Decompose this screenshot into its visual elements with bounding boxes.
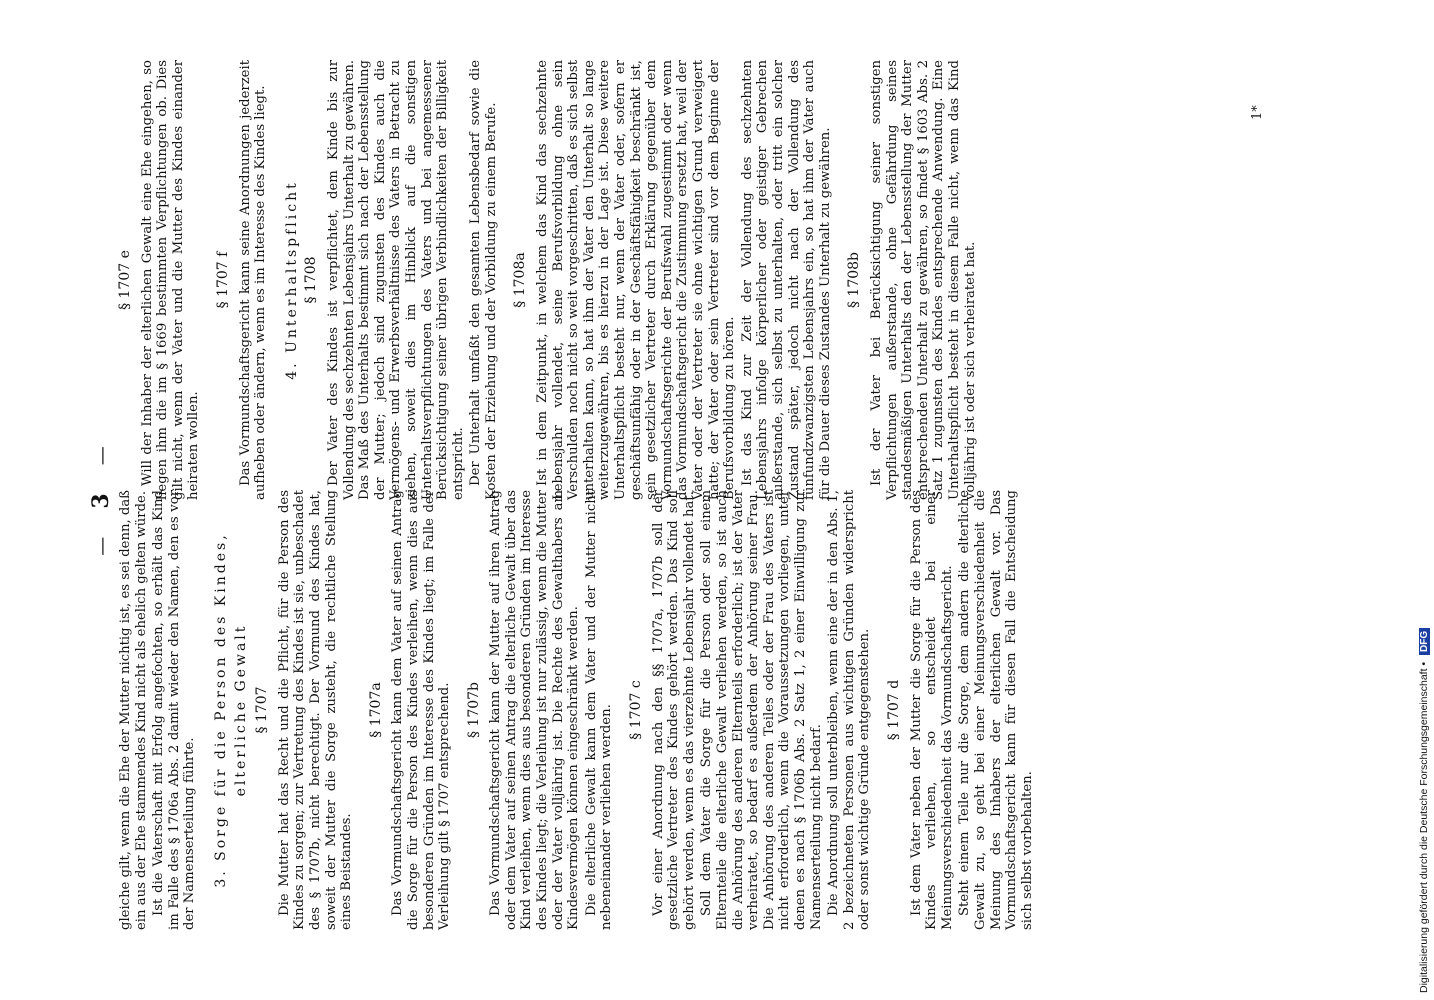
- paragraph-number: § 1707 d: [885, 679, 902, 741]
- dfg-logo: DFG: [1419, 628, 1430, 655]
- paragraph-number: § 1707 e: [117, 250, 133, 310]
- paragraph: Das Vormundschaftsgericht kann dem Vater auf seinen Antrag die Sorge für die Person des Kindes verleihen, wenn dies aus besonderen Gründen im Interesse des Kindes liegt; im Falle der Verleihung gilt § 1707 entsprechend.: [390, 490, 453, 930]
- paragraph: Das Vormundschaftsgericht kann der Mutter auf ihren Antrag oder dem Vater auf seinen Antrag die elterliche Gewalt über das Kind verleihen, wenn dies aus besonderen Gründen im Interesse des Kindes liegt; die Verleihung ist nur zulässig, wenn die Mutter oder der Vater volljährig ist. Die Rechte des Gewalthabers am Kindesvermögen können eingeschränkt werden.: [488, 490, 582, 930]
- paragraph-number: § 1708: [303, 256, 320, 304]
- paragraph: Ist dem Vater neben der Mutter die Sorge für die Person des Kindes verliehen, so entscheidet bei einer Meinungsverschiedenheit das Vormundschaftsgericht.: [908, 490, 955, 930]
- paragraph: Die Mutter hat das Recht und die Pflicht, für die Person des Kindes zu sorgen; zur Vertretung des Kindes ist sie, unbeschadet des § 1707b, nicht berechtigt. Der Vormund des Kindes hat, soweit der Mutter die Sorge zusteht, die rechtliche Stellung eines Beistandes.: [276, 490, 355, 930]
- page-number-line: [88, 0, 114, 1000]
- paragraph: Ist in dem Zeitpunkt, in welchem das Kind das sechzehnte Lebensjahr vollendet, seine Berufsvorbildung ohne sein Verschulden noch nicht so weit vorgeschritten, daß es sich selbst unterhalten kann, so hat ihm der Vater den Unterhalt so lange weiterzugewähren, bis es hierzu in der Lage ist. Diese weitere Unterhaltspflicht besteht nur, wenn der Vater oder, sofern er geschäftsunfähig oder in der Geschäftsfähigkeit beschränkt ist, sein gesetzlicher Vertreter durch Erklärung gegenüber dem Vormundschaftsgerichte der Berufswahl zugestimmt oder wenn das Vormundschaftsgericht die Zustimmung ersetzt hat, weil der Vater oder der Vertreter sie ohne wichtigen Grund verweigert hatte; der Vater oder sein Vertreter sind vor dem Beginne der Berufsvorbildung zu hören.: [535, 60, 738, 500]
- side-note-label: Digitalisierung gefördert durch die Deutsche Forschungsgemeinschaft •: [1418, 661, 1430, 993]
- paragraph: Die Anordnung soll unterbleiben, wenn eine der in den Abs. 1, 2 bezeichneten Personen aus wichtigen Gründen widerspricht oder sonst wichtige Gründe entgegenstehen.: [826, 490, 873, 930]
- section-heading-cont: elterliche Gewalt: [232, 623, 249, 797]
- signature-mark: 1*: [1250, 105, 1265, 120]
- paragraph: gleiche gilt, wenn die Ehe der Mutter nichtig ist, es sei denn, daß ein aus der Ehe stammendes Kind nicht als ehelich gelten würde.: [118, 490, 149, 930]
- paragraph: Will der Inhaber der elterlichen Gewalt eine Ehe eingehen, so liegen ihm die im § 1669 bestimmten Verpflichtungen ob. Dies gilt nicht, wenn der Vater und die Mutter des Kindes einander heiraten wollen.: [139, 60, 202, 500]
- paragraph: Soll dem Vater die Sorge für die Person oder soll einem Elternteile die elterliche Gewalt verliehen werden, so ist auch die Anhörung des anderen Elternteils erforderlich; ist der Vater verheiratet, so bedarf es außerdem der Anhörung seiner Frau. Die Anhörung des anderen Teiles oder der Frau des Vaters ist nicht erforderlich, wenn die Voraussetzungen vorliegen, unter denen es nach § 1706b Abs. 2 Satz 1, 2 einer Einwilligung zur Namenserteilung nicht bedarf.: [699, 490, 824, 930]
- paragraph-number: § 1707: [254, 686, 271, 734]
- paragraph: Steht einem Teile nur die Sorge, dem andern die elterliche Gewalt zu, so geht bei einer Meinungsverschiedenheit die Meinung des Inhabers der elterlichen Gewalt vor. Das Vormundschaftsgericht kann für diesen Fall die Entscheidung sich selbst vorbehalten.: [957, 490, 1035, 930]
- paragraph: Das Vormundschaftsgericht kann seine Anordnungen jederzeit aufheben oder ändern, wenn es im Interesse des Kindes liegt.: [237, 60, 269, 500]
- page-number: 3: [88, 491, 114, 509]
- dash-left: —: [91, 534, 113, 556]
- paragraph-number: § 1707a: [367, 682, 384, 738]
- paragraph-number: § 1708b: [846, 251, 863, 309]
- paragraph-number: § 1707 f: [214, 251, 231, 309]
- side-note-text: [1418, 3, 1430, 993]
- paragraph: Der Vater des Kindes ist verpflichtet, dem Kinde bis zur Vollendung des sechzehnten Lebensjahrs Unterhalt zu gewähren. Das Maß des Unterhalts bestimmt sich nach der Lebensstellung der Mutter; jedoch sind zugunsten des Kindes auch die Vermögens- und Erwerbsverhältnisse des Vaters in Betracht zu ziehen, soweit dies im Hinblick auf die sonstigen Unterhaltsverpflichtungen des Vaters und bei angemessener Berücksichtigung seiner übrigen Verbindlichkeiten der Billigkeit entspricht.: [325, 60, 466, 500]
- paragraph: Ist die Vaterschaft mit Erfolg angefochten, so erhält das Kind im Falle des § 1706a Abs. 2 damit wieder den Namen, den es vor der Namenserteilung führte.: [151, 490, 198, 930]
- paragraph: Ist das Kind zur Zeit der Vollendung des sechzehnten Lebensjahrs infolge körperlicher oder geistiger Gebrechen außerstande, sich selbst zu unterhalten, oder tritt ein solcher Zustand später, jedoch nicht nach der Vollendung des fünfundzwanzigsten Lebensjahrs ein, so hat ihm der Vater auch für die Dauer dieses Zustandes Unterhalt zu gewähren.: [739, 60, 833, 500]
- paragraph: Vor einer Anordnung nach den §§ 1707a, 1707b soll der gesetzliche Vertreter des Kindes gehört werden. Das Kind soll gehört werden, wenn es das vierzehnte Lebensjahr vollendet hat.: [650, 490, 697, 930]
- paragraph-number: § 1708a: [512, 252, 529, 308]
- dash-right: —: [91, 444, 113, 466]
- paragraph: Die elterliche Gewalt kann dem Vater und der Mutter nicht nebeneinander verliehen werden.: [583, 490, 615, 930]
- section-heading: 3. Sorge für die Person des Kindes,: [212, 532, 229, 888]
- side-note: [1418, 8, 1432, 998]
- right-column: [118, 60, 980, 500]
- paragraph: Der Unterhalt umfaßt den gesamten Lebensbedarf sowie die Kosten der Erziehung und der Vorbildung zu einem Berufe.: [468, 60, 499, 500]
- section-heading: 4. Unterhaltspflicht: [283, 180, 300, 380]
- paragraph-number: § 1707b: [465, 681, 482, 739]
- paragraph: Ist der Vater bei Berücksichtigung seiner sonstigen Verpflichtungen außerstande, ohne Gefährdung seines standesmäßigen Unterhalts den der Lebensstellung der Mutter entsprechenden Unterhalt zu gewähren, so findet § 1603 Abs. 2 Satz 1 zugunsten des Kindes entsprechende Anwendung. Eine Unterhaltspflicht besteht in diesem Falle nicht, wenn das Kind volljährig ist oder sich verheiratet hat.: [868, 60, 978, 500]
- left-column: [118, 490, 1037, 930]
- paragraph-number: § 1707 c: [628, 680, 645, 740]
